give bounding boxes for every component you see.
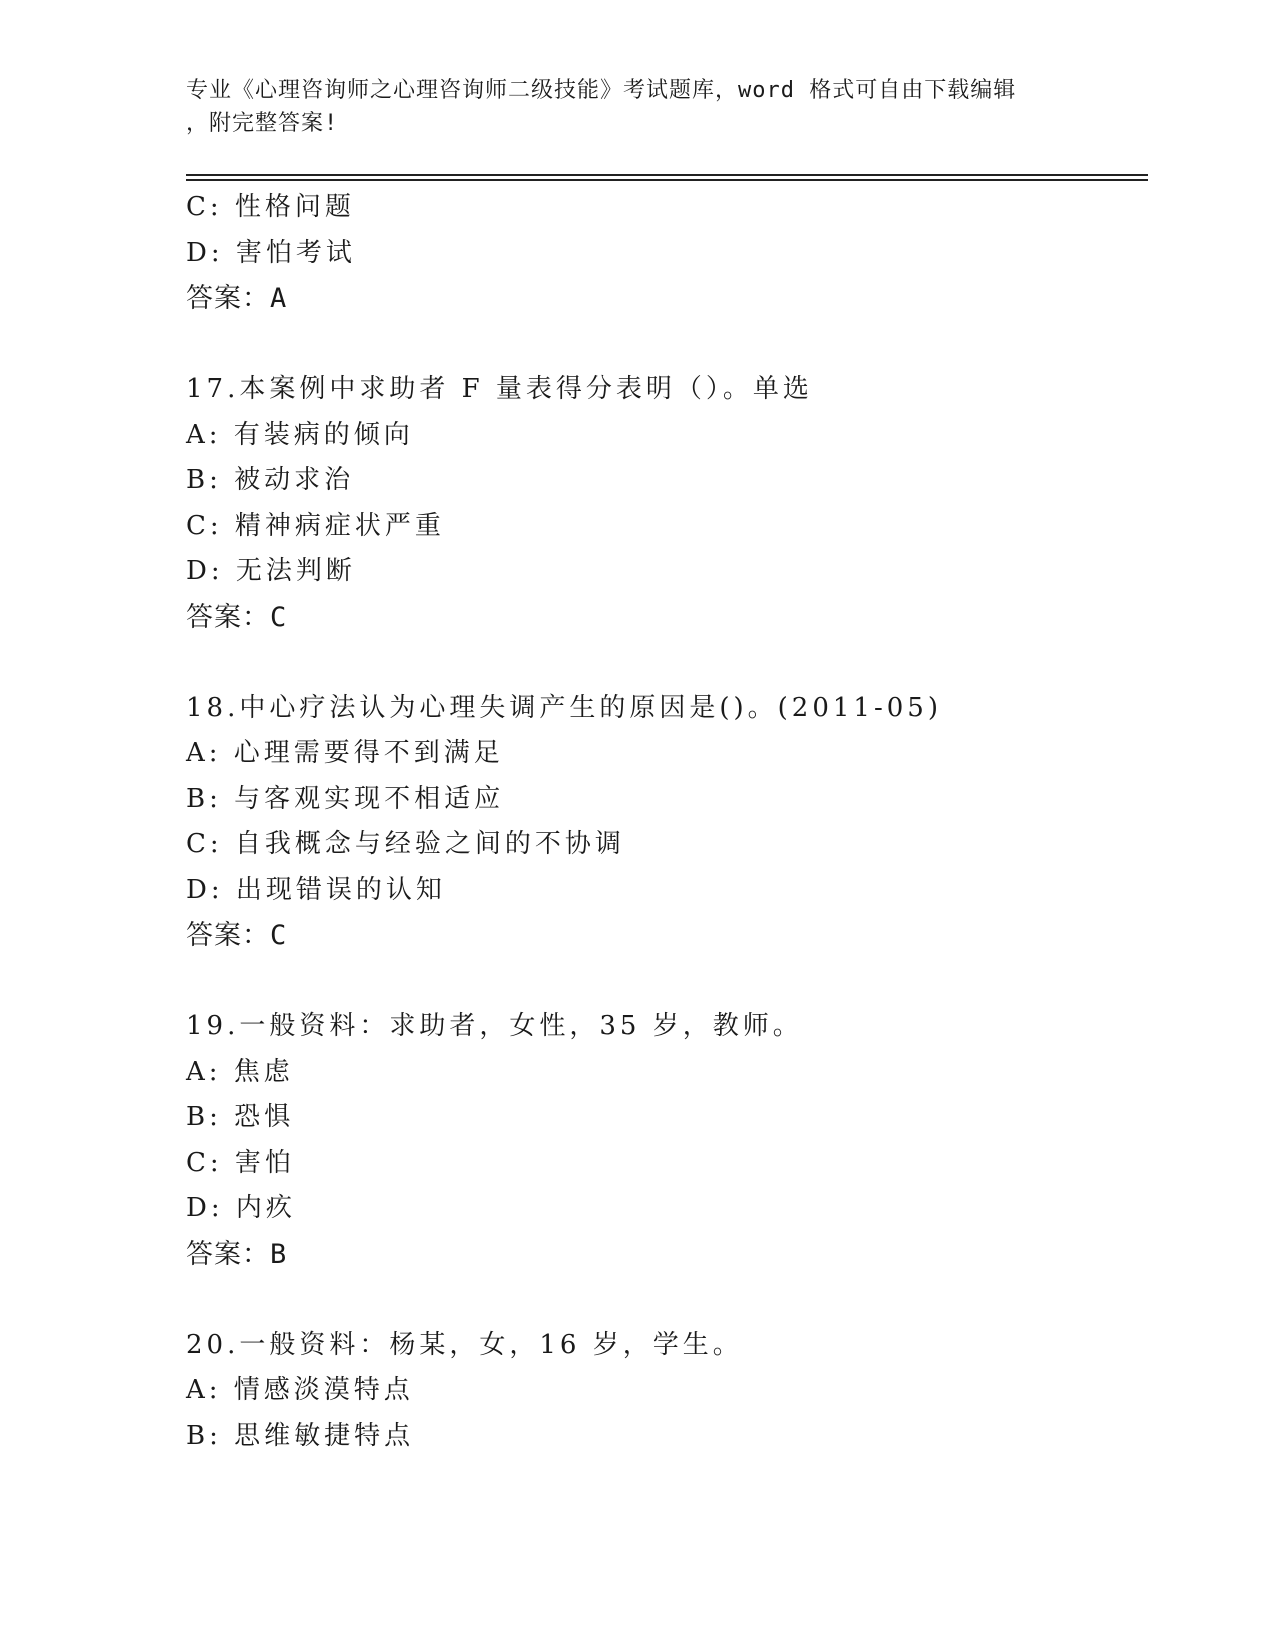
header-title-line-1: 专业《心理咨询师之心理咨询师二级技能》考试题库，word 格式可自由下载编辑 xyxy=(186,78,1017,103)
option-c: C: 害怕 xyxy=(186,1147,295,1178)
previous-question-tail xyxy=(186,185,1126,322)
option-d: D: 无法判断 xyxy=(186,556,356,586)
question-stem: 19.一般资料：求助者，女性，35 岁，教师。 xyxy=(186,1011,803,1041)
option-a: A: 情感淡漠特点 xyxy=(186,1375,414,1405)
answer-line: 答案：A xyxy=(186,283,288,314)
header-rule-top xyxy=(186,174,1148,176)
header-rule-bottom xyxy=(186,179,1148,181)
option-d: D: 内疚 xyxy=(186,1193,296,1223)
option-a: A: 焦虑 xyxy=(186,1056,294,1087)
header-title-line-2: ，附完整答案! xyxy=(186,111,339,136)
question-18 xyxy=(186,686,1126,959)
option-a: A: 心理需要得不到满足 xyxy=(186,738,504,768)
option-d: D: 害怕考试 xyxy=(186,237,356,268)
question-stem: 18.中心疗法认为心理失调产生的原因是()。(2011-05) xyxy=(186,692,942,723)
option-b: B: 恐惧 xyxy=(186,1102,295,1132)
question-20 xyxy=(186,1323,1126,1460)
question-17 xyxy=(186,367,1126,640)
option-b: B: 被动求治 xyxy=(186,465,355,495)
option-a: A: 有装病的倾向 xyxy=(186,419,414,450)
question-stem: 20.一般资料：杨某，女，16 岁，学生。 xyxy=(186,1329,743,1360)
option-c: C: 精神病症状严重 xyxy=(186,510,445,541)
question-stem: 17.本案例中求助者 F 量表得分表明（）。单选 xyxy=(186,374,813,404)
question-list xyxy=(186,185,1126,1459)
answer-line: 答案：C xyxy=(186,601,288,633)
question-19 xyxy=(186,1004,1126,1277)
answer-line: 答案：C xyxy=(186,920,288,951)
option-b: B: 与客观实现不相适应 xyxy=(186,783,505,814)
answer-line: 答案：B xyxy=(186,1238,288,1270)
option-c: C: 自我概念与经验之间的不协调 xyxy=(186,829,625,859)
page-header xyxy=(186,74,1066,140)
option-c: C: 性格问题 xyxy=(186,192,355,222)
option-d: D: 出现错误的认知 xyxy=(186,874,446,905)
option-b: B: 思维敏捷特点 xyxy=(186,1420,415,1451)
